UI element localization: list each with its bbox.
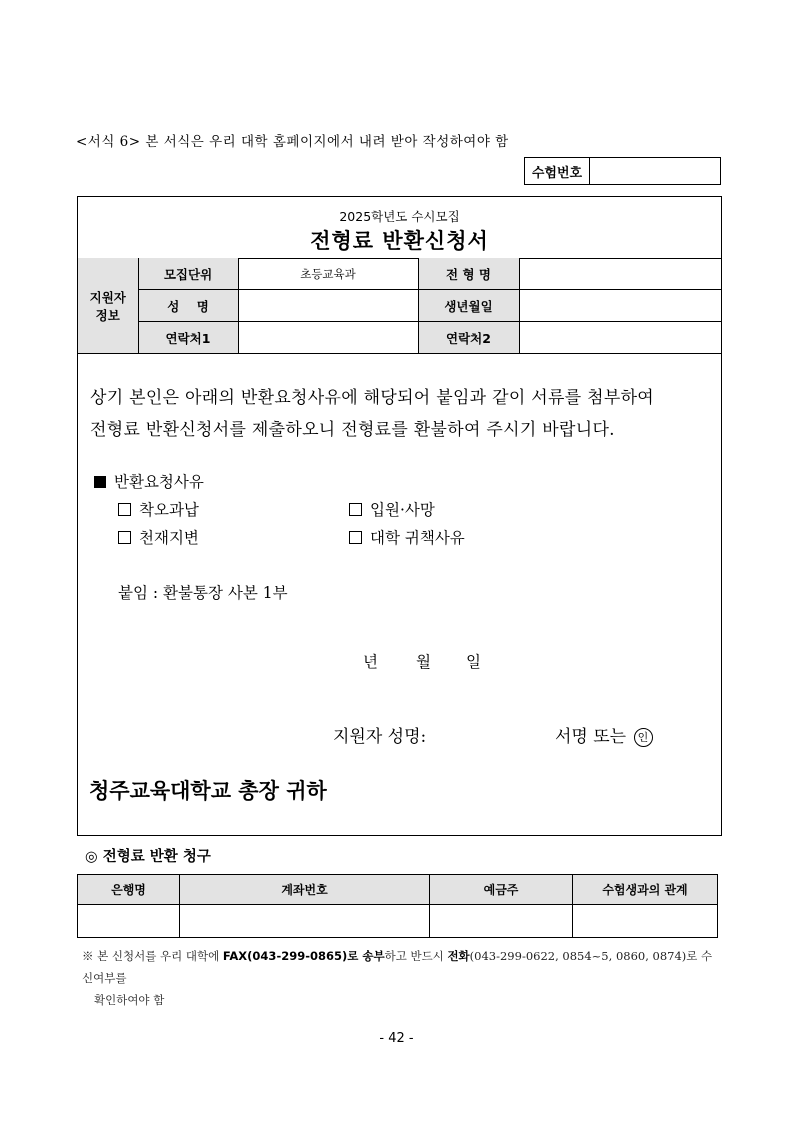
exam-number-box — [524, 157, 721, 185]
form-header-note: <서식 6> 본 서식은 우리 대학 홈페이지에서 내려 받아 작성하여야 함 — [76, 134, 509, 150]
birthdate-label: 생년월일 — [418, 290, 519, 322]
applicant-info-table — [78, 258, 721, 354]
signature-or-seal[interactable] — [555, 722, 653, 747]
attachment-note: 붙임 : 환불통장 사본 1부 — [118, 584, 288, 602]
date-month-label: 월 — [416, 653, 431, 671]
account-number-cell[interactable] — [180, 905, 430, 938]
refund-reason-heading — [94, 470, 204, 492]
checkbox-icon — [118, 531, 131, 544]
reason-label: 착오과납 — [139, 501, 199, 519]
checkbox-icon — [349, 503, 362, 516]
applicant-info-section-label — [78, 258, 138, 354]
refund-reason-title: 반환요청사유 — [114, 473, 204, 491]
applicant-name-signature[interactable]: 지원자 성명: — [333, 727, 427, 747]
refund-account-table — [77, 874, 718, 938]
date-year-label: 년 — [363, 653, 378, 671]
page-number: - 42 - — [379, 1031, 414, 1046]
name-label: 성 명 — [138, 290, 238, 322]
form-subtitle: 2025학년도 수시모집 — [339, 209, 460, 224]
contact2-field[interactable] — [519, 322, 721, 354]
checkbox-icon — [349, 531, 362, 544]
checkbox-icon — [118, 503, 131, 516]
statement-line1: 상기 본인은 아래의 반환요청사유에 해당되어 붙임과 같이 서류를 첨부하여 — [90, 388, 655, 408]
footnote — [82, 945, 722, 1011]
signature-label: 서명 또는 — [555, 727, 627, 747]
contact1-field[interactable] — [238, 322, 418, 354]
footnote-text-3: (043-299-0622, 0854~5, 0860, 0874)로 수신여부를 — [82, 949, 713, 985]
request-statement — [90, 382, 654, 446]
exam-number-label: 수험번호 — [525, 158, 590, 184]
reason-label: 천재지변 — [139, 529, 199, 547]
section-label-line2: 정보 — [95, 307, 120, 323]
refund-claim-heading: ◎ 전형료 반환 청구 — [85, 849, 211, 865]
footnote-text-2: 하고 반드시 — [384, 949, 444, 963]
reason-label: 대학 귀책사유 — [370, 529, 465, 547]
account-holder-header: 예금주 — [430, 875, 573, 905]
seal-icon: 인 — [634, 728, 653, 747]
form-title-area — [78, 197, 721, 259]
relationship-header: 수험생과의 관계 — [573, 875, 718, 905]
admission-type-field[interactable] — [519, 258, 721, 290]
name-field[interactable] — [238, 290, 418, 322]
recipient-line: 청주교육대학교 총장 귀하 — [89, 779, 327, 803]
reason-checkbox-hospital-death[interactable] — [349, 498, 435, 520]
footnote-text-1: 본 신청서를 우리 대학에 — [97, 949, 220, 963]
account-holder-cell[interactable] — [430, 905, 573, 938]
footnote-fax: FAX(043-299-0865)로 송부 — [222, 949, 385, 963]
account-number-header: 계좌번호 — [180, 875, 430, 905]
reason-checkbox-natural-disaster[interactable] — [118, 526, 199, 548]
form-title: 전형료 반환신청서 — [310, 229, 489, 253]
recruitment-unit-label: 모집단위 — [138, 258, 238, 290]
footnote-mark: ※ — [82, 949, 94, 963]
admission-type-label: 전 형 명 — [418, 258, 519, 290]
date-day-label: 일 — [466, 653, 481, 671]
footnote-phone-label: 전화 — [447, 949, 470, 963]
reason-checkbox-university-fault[interactable] — [349, 526, 465, 548]
reason-label: 입원·사망 — [370, 501, 435, 519]
exam-number-field[interactable] — [590, 158, 720, 184]
bank-name-header: 은행명 — [78, 875, 180, 905]
reason-checkbox-overpayment[interactable] — [118, 498, 199, 520]
footnote-line2: 확인하여야 함 — [94, 993, 165, 1007]
birthdate-field[interactable] — [519, 290, 721, 322]
section-label-line1: 지원자 — [89, 289, 126, 305]
statement-line2: 전형료 반환신청서를 제출하오니 전형료를 환불하여 주시기 바랍니다. — [90, 420, 615, 440]
contact2-label: 연락처2 — [418, 322, 519, 354]
relationship-cell[interactable] — [573, 905, 718, 938]
bank-name-cell[interactable] — [78, 905, 180, 938]
filled-square-icon — [94, 476, 106, 488]
recruitment-unit-field[interactable]: 초등교육과 — [238, 258, 418, 290]
contact1-label: 연락처1 — [138, 322, 238, 354]
